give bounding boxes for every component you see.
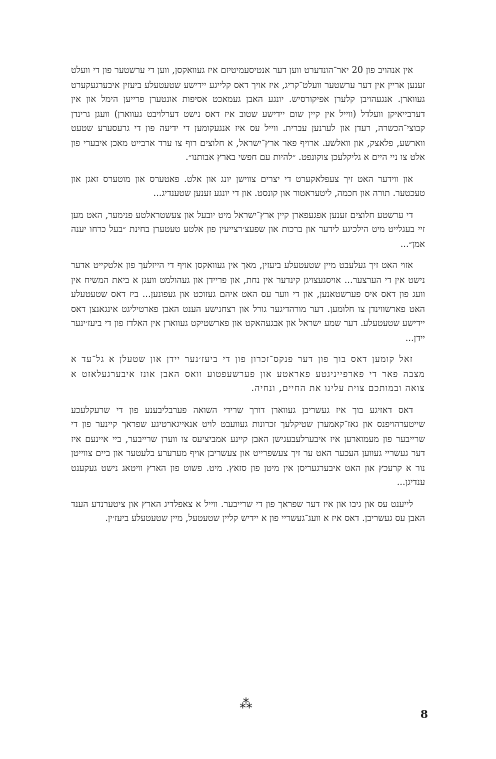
- section-ornament-icon: ⁂: [239, 697, 253, 712]
- paragraph-5: זאל קומען דאס בוך פון דער פנקס־זכרון פון די ביעז׳נער יידן און שטעלן א גל־עד א מצבה פאר די פארפייניגטע פאראטע און פערשעפטוע וואס האבן אונז איבערגעלאזט א צואה ובמותכם צוית עלינו את החיים, ונחיה.: [71, 355, 425, 394]
- paragraph-7: לייענט עס און גיבו און איז דער שפראך פון די שרייבער. ווייל א צאפלדיג הארץ און ציטערנדע הענד האבן עס געשריבן. דאס איז א וועג־געשריי פון א יידיש קליין שטעטעל, מיין שטעטעלע ביעז׳ין.: [71, 499, 425, 524]
- paragraph-2: און ווידער האט זיך צעפלאקערט די יצרים צווישן יונג און אלט. פאטערס און מוטערס זאגן און טעכטער. תורה און חכמה, ליטעראטור און קונסט. און די יונגע זענען שטענדיג...: [71, 174, 425, 199]
- body-text: [71, 64, 425, 534]
- paragraph-6: דאס דאזיגע בוך איז געשריבן געווארן דורך שרידי השואה פערבליבענע פון די שרעקלעכע שייטערהויפנס און גאז־קאמערן שטיקלעך זכרונות געוועבט לויט אנאייגארטיגע שפראך קיינער פון די שרייבער פון מעמוארען איז איבערלעבעגישן האבן קיינע אמביציעס צו ווערן שרייבער, ביי איינעם איז דער געשריי געווען העכער האט ער זיך צעשפרייט און צעשריבן אויף מערערע בלעטער און ביים צווייטן נור א קרעכץ און האט איבערגעריסן אין מיטן פון סזאץ. מיט. פשוט פון הארץ וויטאג נישט געקענט ענדיגן...: [71, 405, 425, 488]
- page-number: 8: [420, 708, 428, 721]
- paragraph-4: אזוי האט זיך געלעבט מיין שטעטעלע ביעזין, מאך אין געוואקסן אויף די הייזלעך פון אלטקייט אדער נישט אין די הערצער... אויסגעצויגן קינדער אין נחת, און פריידן און געהולמט וועגן א ביאת המשיח אין וועג פון דאס איס פערשטאנען, און די ווער עס האט איהם געזוכט און געפונען... ביז דאס שטעטעלע האט פארשווינדן צו חלומען. דער מורהדיגער גורל און רצחנישע הענט האבן פארטיליגט אינגאנצן דאס יידישע שטעטעלע. דער שמע ישראל און אבגעהאקט און פארשטיקט געווארן אין האלדז פון די ביעז׳ינער יידן...: [71, 261, 425, 344]
- paragraph-3: די ערשטע חלוצים זענען אפגעפארן קיין ארץ־ישראל מיט יובעל און צעשטראלטע פנימער, האט מען זיי בעגלייט מיט הילכיגע לידער און ברכות און שפעצ׳רצייעין פון אלטע טעטערן בחינת ״בעל כרחו יענה אמן״...: [71, 210, 425, 250]
- paragraph-1: אין אנהויב פון 20 יאר־הונדערט ווען דער אנטיסעמיטיזם איז געוואקסן, ווען די ערשטער פון די וועלט זענען אריין אין דער ערשטער וועלט־קריג, איז אויך דאס קלייגע יידישע שטעטעלע ביעזין איבערגעקערט געווארן. אנגעהויבן קלערן אפיקורסיש. יונגע האבן געמאכט אסיפות אונטערן פרייען הימל און אין דערבייאיקן וועלדל (ווייל אין קיין שום יידישע שטוב איז דאס נישט דערלויבט געווארן) וועגן גרינדן קבוצי־הכשרה, רעדן און לערנען עברית. ווייל עס איז אנגעקומען די ידיעה פון די גרעסערע שטעט ווארשע, פלאצק, און וואלשע. ארויף פאר ארץ־ישראל, א חלוצים רוף צו ערד ארבייט מאכן איבערי פון אלט צו ניי היים א גליקלעכן צוקונפט. ״להיות עם חפשי בארץ אבותנו״.: [71, 66, 425, 163]
